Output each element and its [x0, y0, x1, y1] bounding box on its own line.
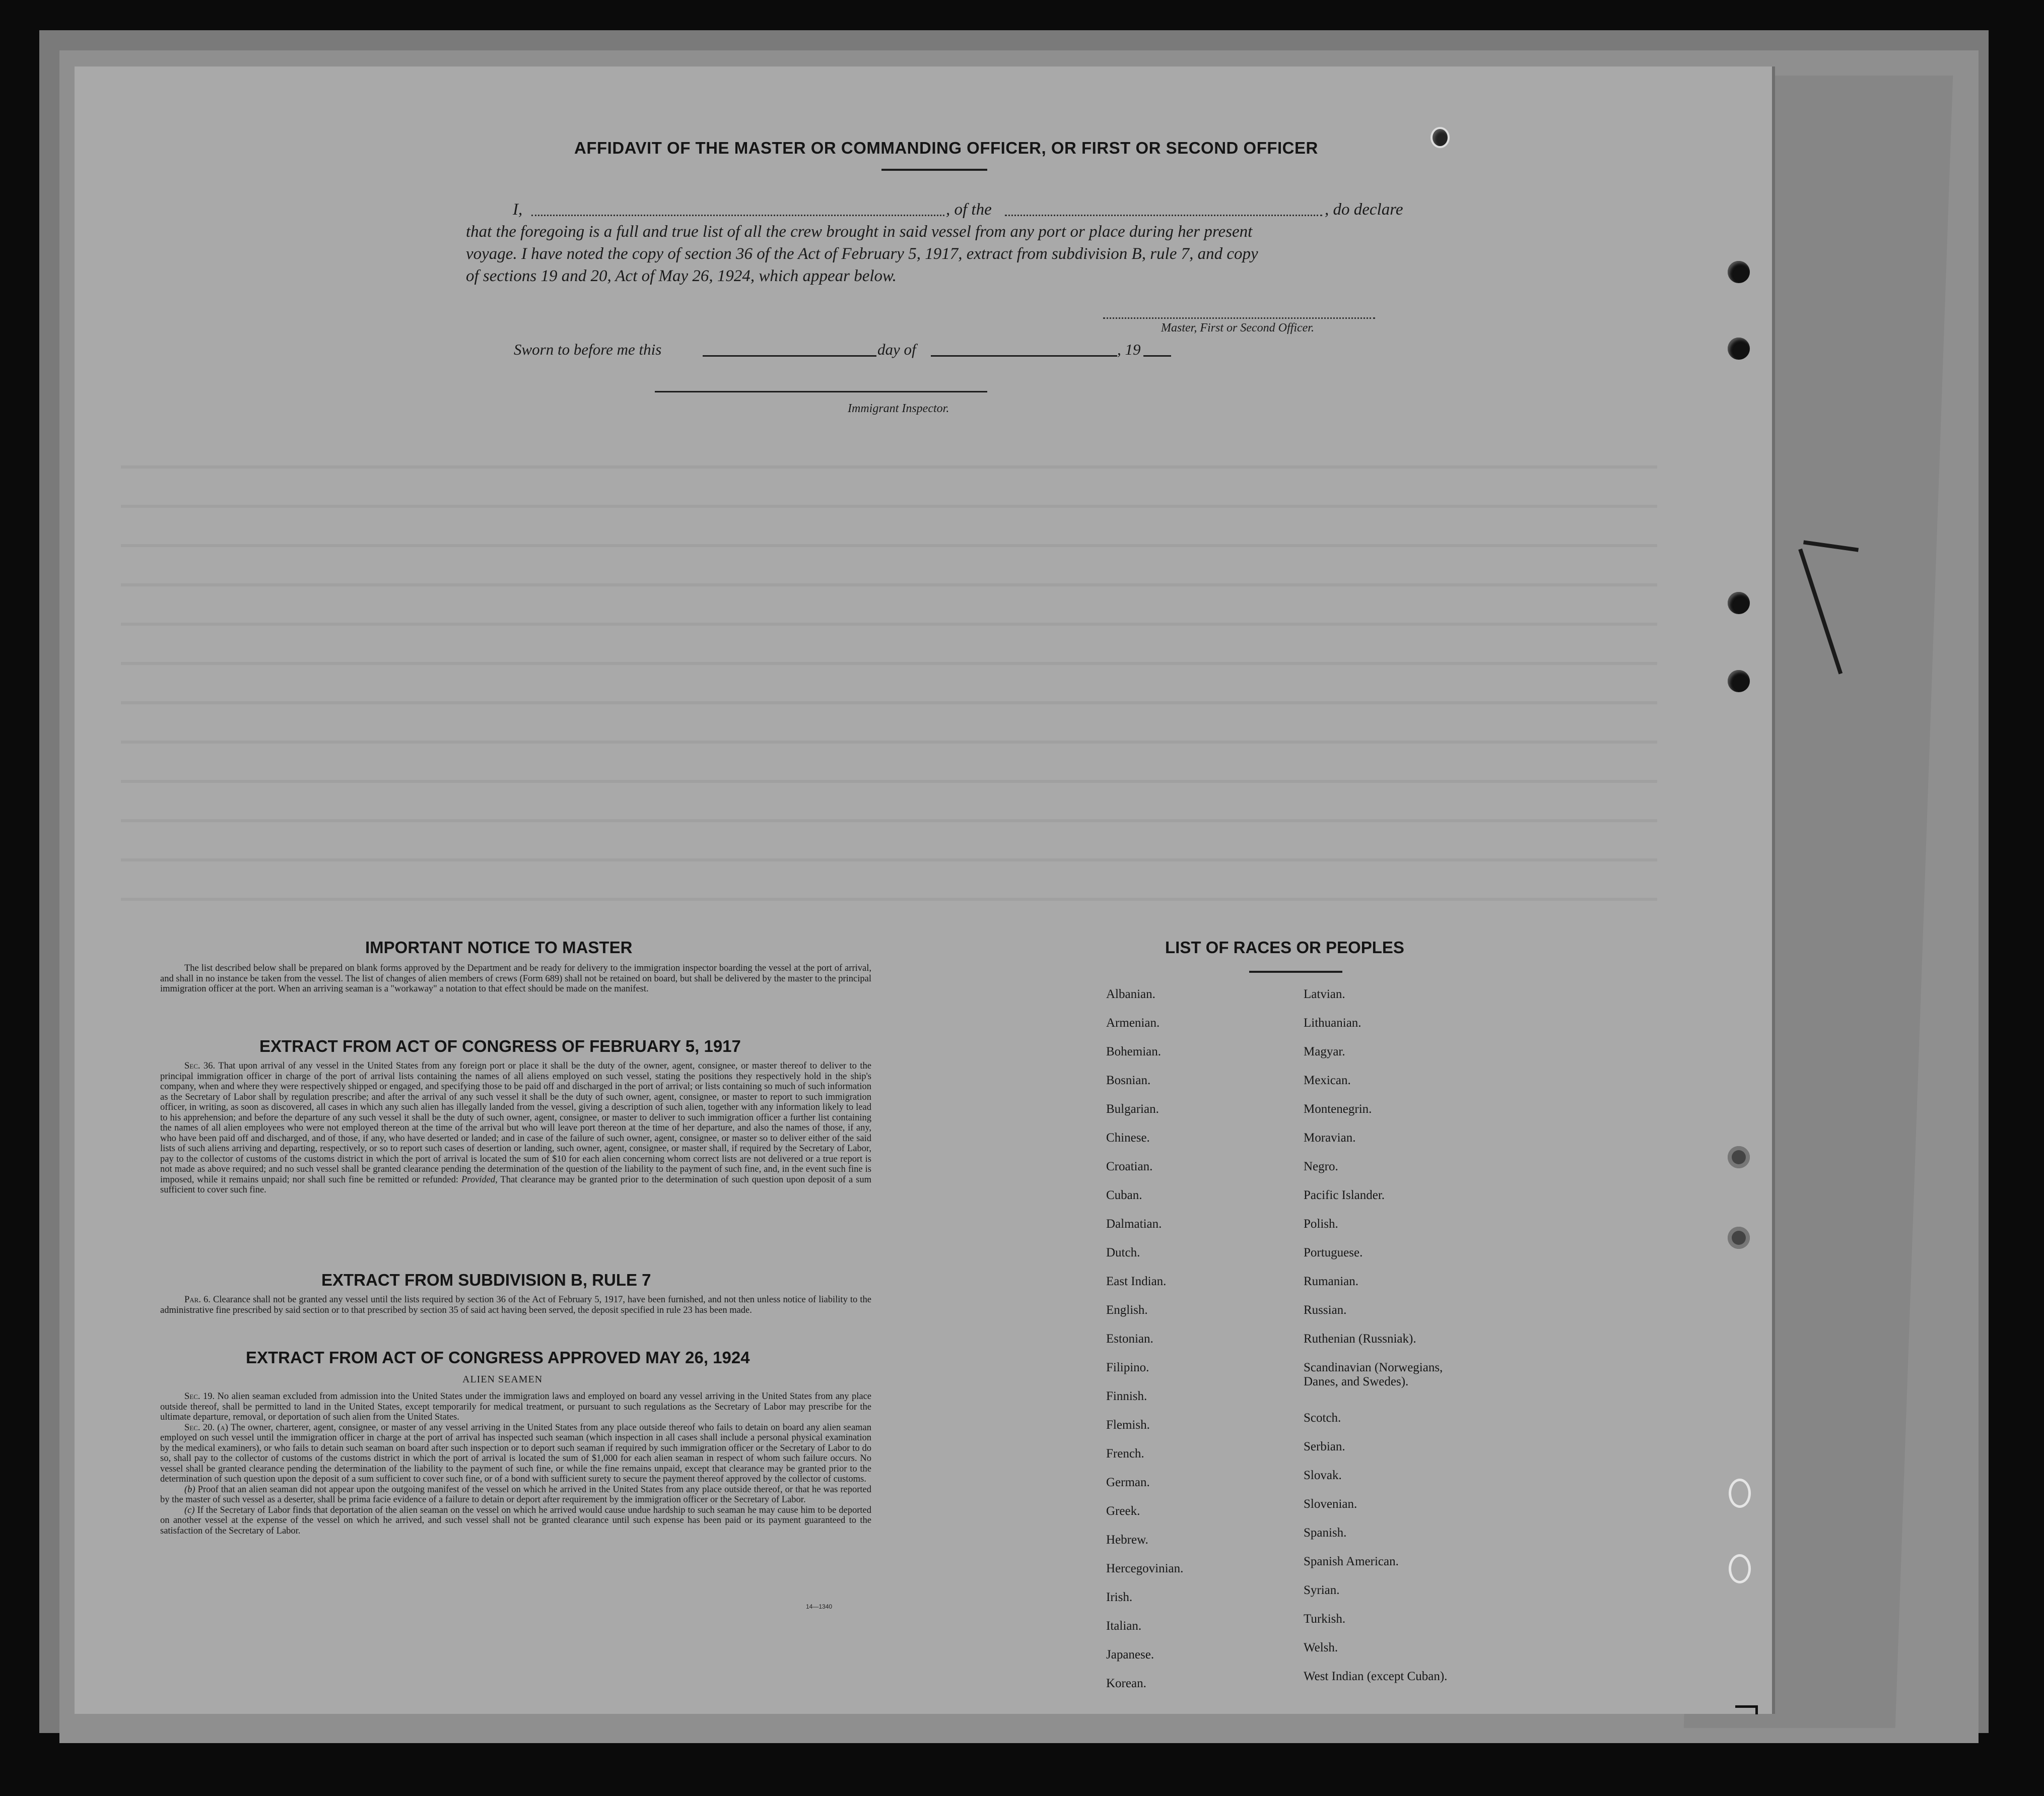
race-item: Greek.	[1106, 1504, 1140, 1518]
race-item: Italian.	[1106, 1619, 1142, 1633]
notice-text	[160, 963, 871, 994]
sec-20-label: Sec. 20. (a)	[184, 1422, 228, 1433]
race-item: Japanese.	[1106, 1648, 1154, 1661]
proviso-label: Provided,	[461, 1174, 498, 1185]
sworn-text: Sworn to before me this	[514, 341, 662, 358]
race-item: Latvian.	[1304, 987, 1345, 1001]
race-item: Mexican.	[1304, 1074, 1351, 1087]
race-item: Scotch.	[1304, 1411, 1341, 1425]
sec-20c-body: If the Secretary of Labor finds that deportation of the alien seaman on the vessel on which he arrived would cause undue hardship to such seaman he may cause him to be deported on another vessel at the expense of the vessel on which he arrived, and such vessel shall not be granted clearance until such expense has been paid or its payment guaranteed to the satisfaction of the Secretary of Labor.	[160, 1505, 872, 1536]
race-item: Cuban.	[1106, 1188, 1142, 1202]
race-item: Turkish.	[1304, 1612, 1346, 1626]
race-item: Albanian.	[1106, 987, 1155, 1001]
alien-seamen-subtitle: ALIEN SEAMEN	[462, 1374, 543, 1385]
race-item: Korean.	[1106, 1677, 1146, 1690]
race-item: East Indian.	[1106, 1275, 1167, 1288]
extract-1924-title: EXTRACT FROM ACT OF CONGRESS APPROVED MAY 26, 1924	[246, 1348, 750, 1367]
sec-36-body: That upon arrival of any vessel in the United States from any foreign port or place it shall be the duty of the owner, agent, consignee, or master thereof to deliver to the principal immigration officer in charge of the port of arrival lists containing the names of all aliens employed on such vessel, stating the positions they respectively hold in the ship's company, when and where they were respectively shipped or engaged, and specifying those to be paid off and discharged in the port of arrival; or lists containing so much of such information as the Secretary of Labor shall by regulation prescribe; and after the arrival of any such vessel it shall be the duty of such owner, agent, consignee, or master to report to such immigration officer, in writing, as soon as discovered, all cases in which any such alien has illegally landed from the vessel, giving a description of such alien, together with any information likely to lead to his apprehension; and before the departure of any such vessel it shall be the duty of such owner, agent, consignee, or master to deliver to such immigration officer a further list containing the names of all alien employees who were not employed thereon at the time of the arrival but who will leave port thereon at the time of her departure, and also the names of those, if any, who have been paid off and discharged, and of those, if any, who have deserted or landed; and in case of the failure of such owner, agent, consignee, or master so to deliver either of the said lists of such aliens arriving and departing, respectively, or so to report such cases of desertion or landing, such owner, agent, consignee, or master shall, if required by the Secretary of Labor, pay to the collector of customs of the customs district in which the port of arrival is located the sum of $10 for each alien concerning whom correct lists are not delivered or a true report is not made as above required; and no such vessel shall be granted clearance pending the determination of the question of the liability to the payment of such fine, and, in the event such fine is imposed, while it remains unpaid; nor shall such fine be remitted or refunded:	[160, 1061, 872, 1185]
inspector-signature-blank[interactable]	[655, 391, 987, 392]
punch-hole	[1728, 1227, 1750, 1249]
race-item: Chinese.	[1106, 1131, 1150, 1145]
race-item: Moravian.	[1304, 1131, 1356, 1145]
race-item: Slovenian.	[1304, 1497, 1357, 1511]
sworn-year-prefix: , 19	[1117, 341, 1141, 358]
sworn-day-blank[interactable]	[703, 355, 876, 357]
race-item: Welsh.	[1304, 1641, 1338, 1654]
affidavit-line-4: of sections 19 and 20, Act of May 26, 1924, which appear below.	[466, 267, 897, 285]
race-item: West Indian (except Cuban).	[1304, 1670, 1448, 1683]
punch-hole	[1729, 1479, 1751, 1508]
race-item: Spanish.	[1304, 1526, 1347, 1540]
proviso-body: That clearance may be granted prior to the determination of such question upon deposit of a sum sufficient to cover such fine.	[160, 1174, 871, 1195]
sec-19-label: Sec. 19.	[184, 1391, 215, 1402]
race-item-scandinavian: Scandinavian (Norwegians, Danes, and Swedes).	[1304, 1361, 1443, 1388]
extract-1917-title: EXTRACT FROM ACT OF CONGRESS OF FEBRUARY 5, 1917	[259, 1037, 741, 1055]
affidavit-do-declare: , do declare	[1325, 201, 1403, 219]
race-item: Syrian.	[1304, 1583, 1340, 1597]
master-signature-blank[interactable]	[1103, 317, 1375, 319]
punch-hole	[1728, 1146, 1750, 1168]
race-item: Bohemian.	[1106, 1045, 1162, 1058]
race-item: Bosnian.	[1106, 1074, 1151, 1087]
sec-20a-body: The owner, charterer, agent, consignee, or master of any vessel arriving in the United States from any place outside thereof who fails to detain on board any alien seaman employed on such vessel until the immigration officer in charge at the port of arrival has inspected such seaman (which inspection in all cases shall include a personal physical examination by the medical examiners), or who fails to detain such seaman on board after such inspection or to deport such seaman if required by such immigration officer or the Secretary of Labor to do so, shall pay to the collector of customs of the customs district in which the port of arrival is located the sum of $1,000 for each alien seaman in respect of whom such failure occurs. No vessel shall be granted clearance pending the determination of the liability to the payment of such fine, or while the fine remains unpaid, except that clearance may be granted prior to the determination of such question upon the deposit of a sum sufficient to cover such fine, or of a bond with sufficient surety to secure the payment thereof approved by the collector of customs.	[160, 1422, 872, 1484]
race-item: Dalmatian.	[1106, 1217, 1162, 1231]
race-item: Russian.	[1304, 1303, 1347, 1317]
race-item: Bulgarian.	[1106, 1102, 1159, 1116]
punch-hole	[1430, 127, 1450, 148]
notice-body: The list described below shall be prepared on blank forms approved by the Department and be ready for delivery to the immigration inspector boarding the vessel at the port of arrival, and shall in no instance be taken from the vessel. The list of changes of alien members of crews (Form 689) shall not be retained on board, but shall be delivered by the master to the principal immigration officer at the port. When an arriving seaman is a "workaway" a notation to that effect should be made on the manifest.	[160, 963, 871, 994]
affidavit-line-i: I,	[513, 201, 523, 219]
race-item: French.	[1106, 1447, 1144, 1460]
race-item: German.	[1106, 1476, 1150, 1489]
notice-title: IMPORTANT NOTICE TO MASTER	[365, 938, 633, 957]
inspector-label: Immigrant Inspector.	[848, 402, 949, 415]
punch-hole	[1729, 1554, 1751, 1583]
race-item: Flemish.	[1106, 1418, 1150, 1432]
race-item: Lithuanian.	[1304, 1016, 1361, 1030]
bleed-through-rows	[121, 433, 1657, 937]
race-item: Montenegrin.	[1304, 1102, 1372, 1116]
punch-hole	[1728, 261, 1750, 283]
race-item: Serbian.	[1304, 1440, 1345, 1453]
race-item	[1304, 1361, 1470, 1411]
affidavit-line-2: that the foregoing is a full and true list of all the crew brought in said vessel from any port or place during her present	[466, 223, 1253, 241]
race-item: Dutch.	[1106, 1246, 1140, 1259]
sec-20b-body: Proof that an alien seaman did not appear upon the outgoing manifest of the vessel on which he arrived in the United States from any place outside thereof, or that he was reported by the master of such vessel as a deserter, shall be prima facie evidence of a failure to detain or deport after requirement by the immigration officer or the Secretary of Labor.	[160, 1484, 871, 1505]
punch-hole	[1728, 592, 1750, 614]
sec-36-label: Sec. 36.	[184, 1061, 216, 1071]
form-code: 14—1340	[806, 1603, 833, 1610]
extract-1917-text	[160, 1061, 871, 1195]
race-item: Hercegovinian.	[1106, 1562, 1184, 1575]
affidavit-of-the: , of the	[946, 201, 992, 219]
race-item: Pacific Islander.	[1304, 1188, 1385, 1202]
sworn-day-of: day of	[877, 341, 916, 358]
master-signature-label: Master, First or Second Officer.	[1161, 321, 1314, 335]
race-item: Spanish American.	[1304, 1555, 1399, 1568]
affidavit-line-3: voyage. I have noted the copy of section 36 of the Act of February 5, 1917, extract from subdivision B, rule 7, and copy	[466, 245, 1258, 263]
race-item: English.	[1106, 1303, 1148, 1317]
sec-19-body: No alien seaman excluded from admission into the United States under the immigration laws and employed on board any vessel arriving in the United States from any place outside thereof, shall be permitted to land in the United States, except temporarily for medical treatment, or pursuant to such regulations as the Secretary of Labor may prescribe for the ultimate departure, removal, or deportation of such alien from the United States.	[160, 1391, 871, 1422]
vessel-name-blank[interactable]	[1005, 215, 1322, 216]
race-item: Irish.	[1106, 1590, 1133, 1604]
affidavit-title-rule	[881, 169, 987, 171]
race-item: Polish.	[1304, 1217, 1338, 1231]
races-title-rule	[1249, 971, 1342, 973]
races-left-column	[1106, 987, 1183, 1705]
declarant-name-blank[interactable]	[531, 215, 944, 216]
extract-1924-text	[160, 1391, 871, 1536]
races-right-column	[1304, 987, 1470, 1698]
sec-20c-label: (c)	[184, 1505, 195, 1515]
corner-mark	[1735, 1705, 1756, 1708]
rule7-text	[160, 1295, 871, 1315]
race-item: Finnish.	[1106, 1389, 1147, 1403]
race-item: Croatian.	[1106, 1160, 1153, 1173]
races-title: LIST OF RACES OR PEOPLES	[1165, 938, 1404, 957]
sworn-month-blank[interactable]	[931, 355, 1117, 357]
race-item: Rumanian.	[1304, 1275, 1359, 1288]
race-item: Negro.	[1304, 1160, 1338, 1173]
race-item: Portuguese.	[1304, 1246, 1363, 1259]
par-6-label: Par. 6.	[184, 1295, 211, 1305]
race-item: Ruthenian (Russniak).	[1304, 1332, 1416, 1346]
punch-hole	[1728, 670, 1750, 692]
race-item: Estonian.	[1106, 1332, 1153, 1346]
sworn-year-blank[interactable]	[1143, 355, 1171, 357]
race-item: Slovak.	[1304, 1469, 1342, 1482]
race-item: Magyar.	[1304, 1045, 1345, 1058]
rule7-title: EXTRACT FROM SUBDIVISION B, RULE 7	[321, 1271, 651, 1289]
sec-20b-label: (b)	[184, 1484, 195, 1495]
race-item: Hebrew.	[1106, 1533, 1148, 1547]
race-item: Armenian.	[1106, 1016, 1160, 1030]
par-6-body: Clearance shall not be granted any vessel until the lists required by section 36 of the Act of February 5, 1917, have been furnished, and not then unless notice of liability to the administrative fine prescribed by said section or to that prescribed by section 35 of said act having been served, the deposit specified in rule 23 has been made.	[160, 1295, 871, 1315]
punch-hole	[1728, 338, 1750, 360]
race-item: Filipino.	[1106, 1361, 1149, 1374]
corner-mark	[1755, 1705, 1758, 1714]
affidavit-title: AFFIDAVIT OF THE MASTER OR COMMANDING OFFICER, OR FIRST OR SECOND OFFICER	[574, 139, 1318, 157]
